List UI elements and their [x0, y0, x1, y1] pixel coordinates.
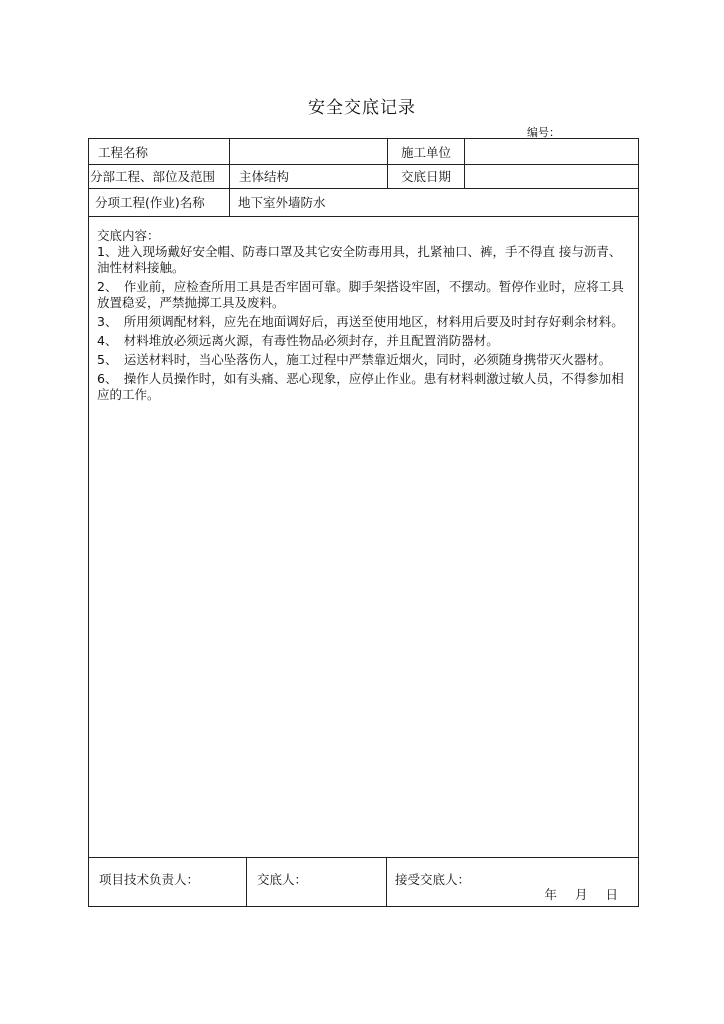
briefing-item-4: 4、 材料堆放必须远离火源，有毒性物品必须封存，并且配置消防器材。 [97, 333, 499, 348]
label-project-name: 工程名称 [89, 139, 230, 164]
label-briefing-date: 交底日期 [388, 164, 465, 188]
label-subitem-name: 分项工程(作业)名称 [89, 188, 230, 216]
record-table [88, 138, 639, 907]
value-construction-unit[interactable] [465, 139, 638, 164]
briefing-item-5: 5、 运送材料时，当心坠落伤人，施工过程中严禁靠近烟火，同时，必须随身携带灭火器材。 [97, 352, 612, 367]
table-row-project [89, 139, 638, 165]
label-division-scope: 分部工程、部位及范围 [89, 164, 230, 188]
value-subitem-name[interactable]: 地下室外墙防水 [238, 195, 326, 210]
table-row-subitem [89, 188, 638, 217]
label-construction-unit: 施工单位 [388, 139, 465, 164]
signature-row [89, 858, 638, 906]
receiver-signature[interactable] [387, 858, 638, 906]
tech-lead-signature[interactable] [89, 858, 247, 906]
value-briefing-date[interactable] [465, 164, 638, 188]
receiver-label: 接受交底人： [395, 872, 471, 887]
serial-number-label: 编号： [527, 126, 560, 139]
briefer-label: 交底人： [257, 872, 308, 887]
briefing-item-2: 2、 作业前，应检查所用工具是否牢固可靠。脚手架搭设牢固，不摆动。暂停作业时，应将工具放置稳妥，严禁抛掷工具及废料。 [97, 279, 624, 310]
briefing-content-heading: 交底内容： [97, 228, 160, 243]
briefing-item-3: 3、 所用须调配材料，应先在地面调好后，再送至使用地区，材料用后要及时封存好剩余材料。 [97, 314, 624, 329]
briefing-content [89, 216, 638, 858]
briefing-item-1: 1、进入现场戴好安全帽、防毒口罩及其它安全防毒用具，扎紧袖口、裤，手不得直 接与沥青、油性材料接触。 [97, 244, 622, 275]
value-division-scope[interactable]: 主体结构 [230, 164, 388, 188]
table-row-division [89, 164, 638, 189]
signature-date: 年 月 日 [544, 887, 618, 902]
value-project-name[interactable] [230, 139, 388, 164]
briefer-signature[interactable] [247, 858, 387, 906]
page-title: 安全交底记录 [308, 98, 416, 118]
briefing-item-6: 6、 操作人员操作时，如有头痛、恶心现象，应停止作业。患有材料刺激过敏人员，不得参加相应的工作。 [97, 371, 624, 402]
tech-lead-label: 项目技术负责人： [99, 872, 200, 887]
